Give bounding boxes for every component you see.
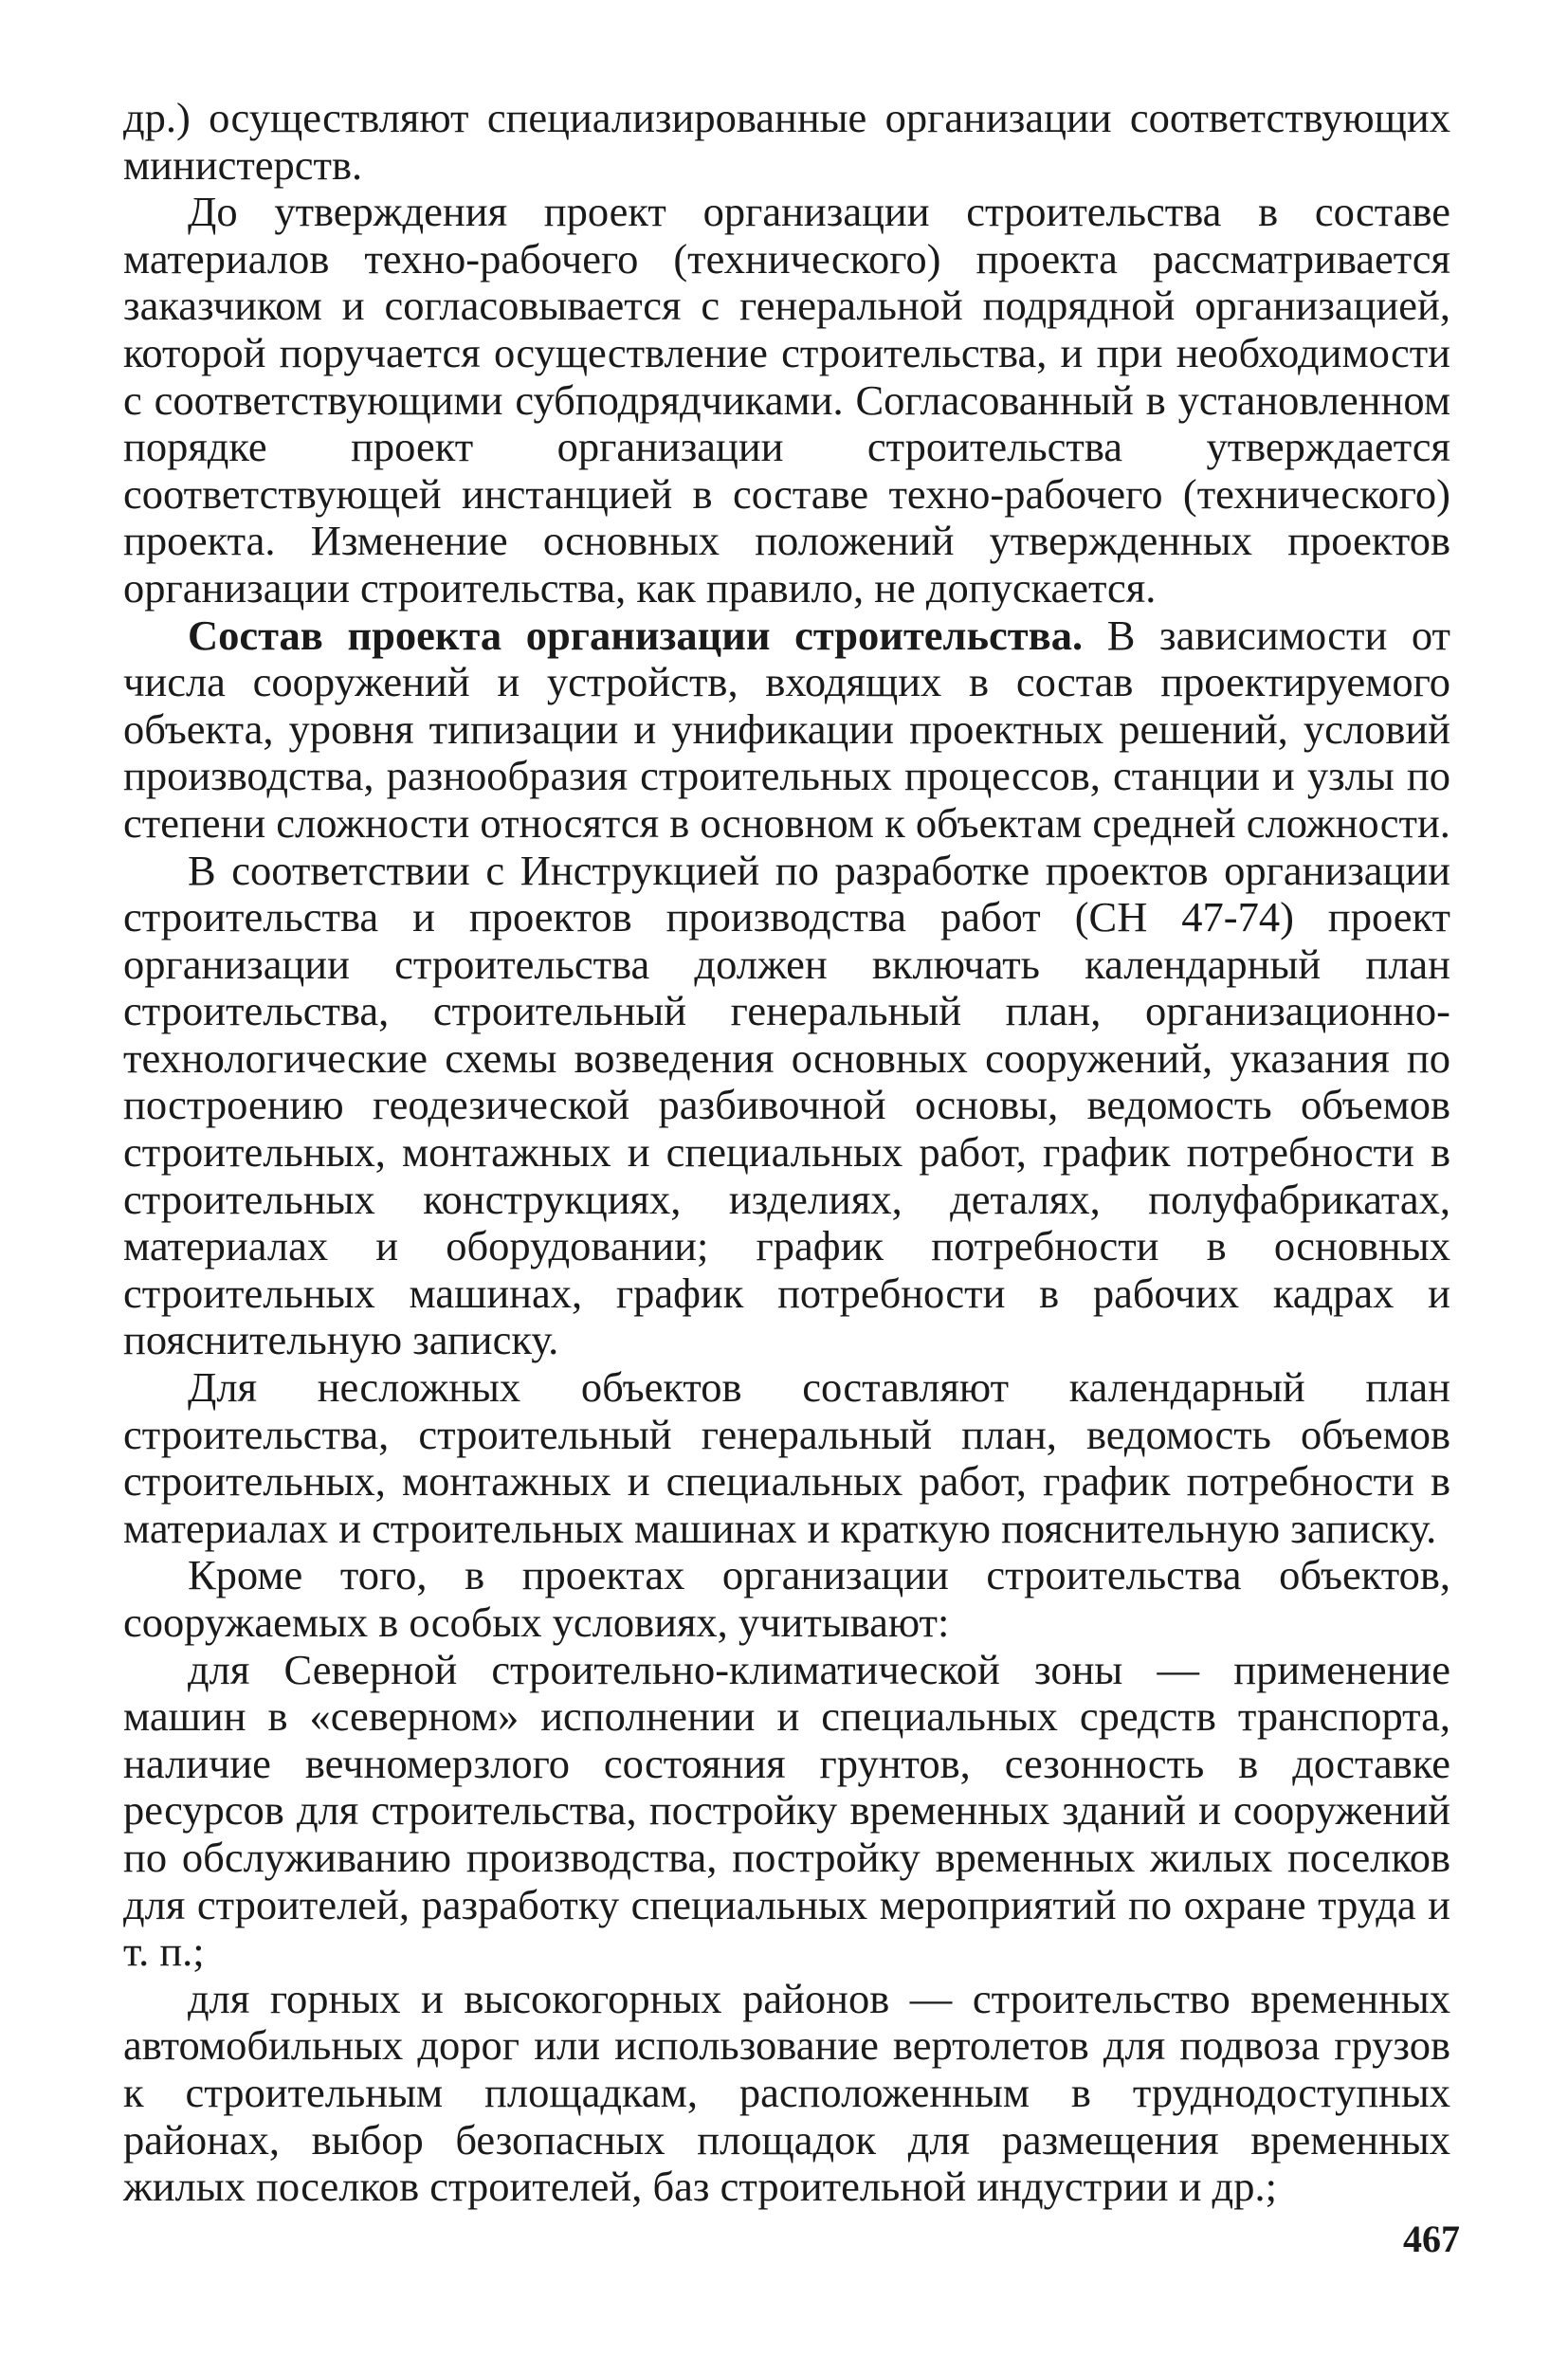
paragraph-8-text: для горных и высокогорных районов — строительство временных автомобильных дорог или использование вертолетов для подвоза грузов к строительным площадкам, расположенным в труднодоступных районах, выбор безопасных площадок для размещения временных жилых поселков строителей, баз строительной индустрии и др.;: [123, 1974, 1450, 2211]
paragraph-7-text: для Северной строительно-климатической зоны — применение машин в «северном» исполнении и специальных средств транспорта, наличие вечномерзлого состояния грунтов, сезонность в доставке ресурсов для строительства, постройку временных зданий и сооружений по обслуживанию производства, постройку временных жилых поселков для строителей, разработку специальных мероприятий по охране труда и т. п.;: [123, 1645, 1450, 1976]
page-number: 467: [1403, 2218, 1460, 2260]
paragraph-3: [123, 612, 1450, 848]
paragraph-3-text: В зависимости от числа сооружений и устройств, входящих в состав проектируемого объекта, уровня типизации и унификации проектных решений, условий производства, разнообразия строительных процессов, станции и узлы по степени сложности относятся в основном к объектам средней сложности.: [123, 611, 1450, 847]
paragraph-1: [123, 95, 1450, 189]
document-page: [123, 95, 1450, 2211]
paragraph-6: [123, 1552, 1450, 1646]
paragraph-7: [123, 1647, 1450, 1976]
section-heading: Состав проекта организации строительства.: [188, 611, 1084, 659]
paragraph-4: [123, 848, 1450, 1365]
paragraph-5-text: Для несложных объектов составляют календарный план строительства, строительный генеральный план, ведомость объемов строительных, монтажных и специальных работ, график потребности в материалах и строительных машинах и краткую пояснительную записку.: [123, 1363, 1450, 1552]
paragraph-4-text: В соответствии с Инструкцией по разработке проектов организации строительства и проектов производства работ (СН 47-74) проект организации строительства должен включать календарный план строительства, строительный генеральный план, организационно-технологические схемы возведения основных сооружений, указания по построению геодезической разбивочной основы, ведомость объемов строительных, монтажных и специальных работ, график потребности в строительных конструкциях, изделиях, деталях, полуфабрикатах, материалах и оборудовании; график потребности в основных строительных машинах, график потребности в рабочих кадрах и пояснительную записку.: [123, 846, 1450, 1364]
paragraph-1-text: др.) осуществляют специализированные организации соответствующих министерств.: [123, 94, 1450, 189]
paragraph-2: [123, 189, 1450, 612]
paragraph-6-text: Кроме того, в проектах организации строительства объектов, сооружаемых в особых условиях, учитывают:: [123, 1551, 1450, 1646]
body-text: [123, 95, 1450, 2211]
paragraph-2-text: До утверждения проект организации строительства в составе материалов техно-рабочего (технического) проекта рассматривается заказчиком и согласовывается с генеральной подрядной организацией, которой поручается осуществление строительства, и при необходимости с соответствующими субподрядчиками. Согласованный в установленном порядке проект организации строительства утверждается соответствующей инстанцией в составе техно-рабочего (технического) проекта. Изменение основных положений утвержденных проектов организации строительства, как правило, не допускается.: [123, 188, 1450, 612]
paragraph-5: [123, 1364, 1450, 1552]
paragraph-8: [123, 1976, 1450, 2211]
